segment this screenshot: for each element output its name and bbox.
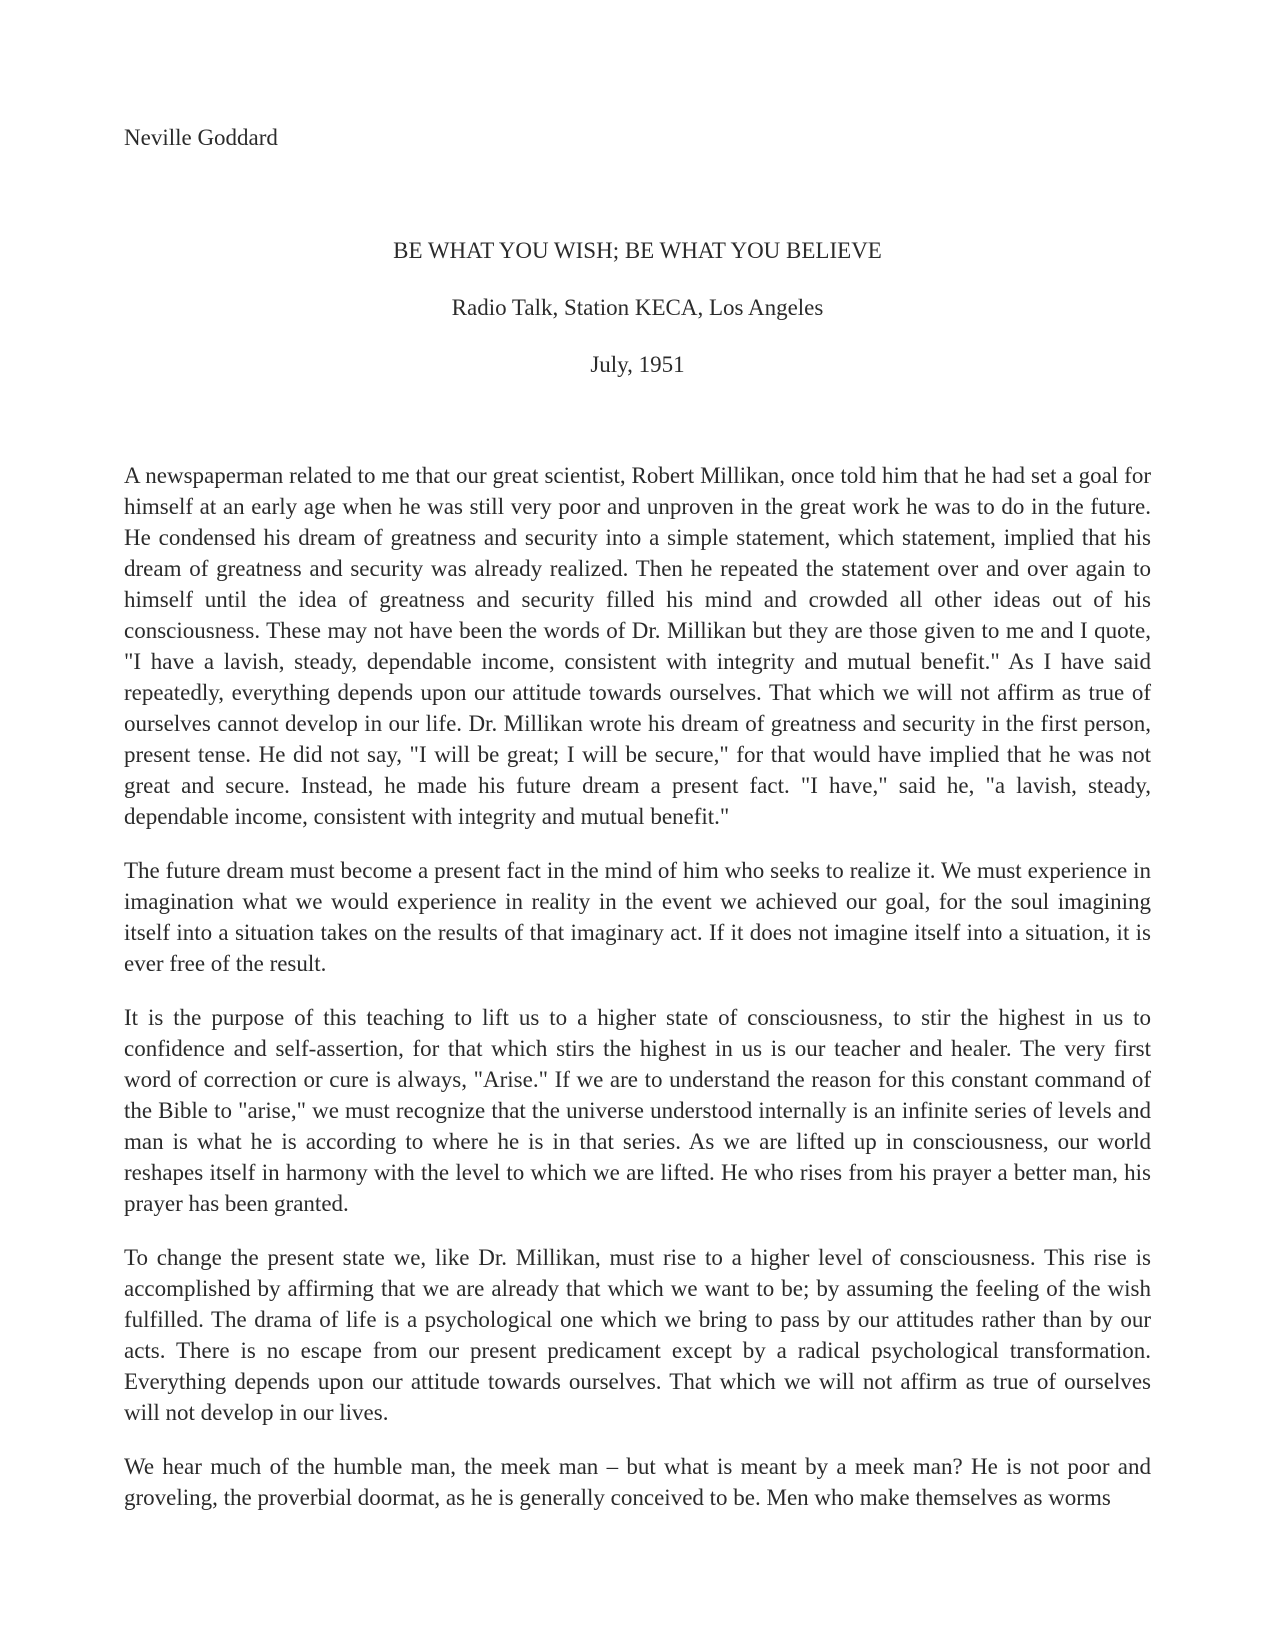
paragraph: We hear much of the humble man, the meek man – but what is meant by a meek man? He is not poor and groveling, the proverbial doormat, as he is generally conceived to be. Men who make themselves as worms: [124, 1454, 1151, 1510]
paragraph: A newspaperman related to me that our great scientist, Robert Millikan, once told him that he had set a goal for himself at an early age when he was still very poor and unproven in the great work he was to do in the future. He condensed his dream of greatness and security into a simple statement, which statement, implied that his dream of greatness and security was already realized. Then he repeated the statement over and over again to himself until the idea of greatness and security filled his mind and crowded all other ideas out of his consciousness. These may not have been the words of Dr. Millikan but they are those given to me and I quote, "I have a lavish, steady, dependable income, consistent with integrity and mutual benefit." As I have said repeatedly, everything depends upon our attitude towards ourselves. That which we will not affirm as true of ourselves cannot develop in our life. Dr. Millikan wrote his dream of greatness and security in the first person, present tense. He did not say, "I will be great; I will be secure," for that would have implied that he was not great and secure. Instead, he made his future dream a present fact. "I have," said he, "a lavish, steady, dependable income, consistent with integrity and mutual benefit.": [124, 463, 1151, 829]
document-date: July, 1951: [590, 352, 685, 377]
document-title: BE WHAT YOU WISH; BE WHAT YOU BELIEVE: [393, 238, 882, 263]
paragraph: To change the present state we, like Dr. Millikan, must rise to a higher level of consciousness. This rise is accomplished by affirming that we are already that which we want to be; by assuming the feeling of the wish fulfilled. The drama of life is a psychological one which we bring to pass by our attitudes rather than by our acts. There is no escape from our present predicament except by a radical psychological transformation. Everything depends upon our attitude towards ourselves. That which we will not affirm as true of ourselves will not develop in our lives.: [124, 1245, 1151, 1425]
paragraph: It is the purpose of this teaching to lift us to a higher state of consciousness, to stir the highest in us to confidence and self-assertion, for that which stirs the highest in us is our teacher and healer. The very first word of correction or cure is always, "Arise." If we are to understand the reason for this constant command of the Bible to "arise," we must recognize that the universe understood internally is an infinite series of levels and man is what he is according to where he is in that series. As we are lifted up in consciousness, our world reshapes itself in harmony with the level to which we are lifted. He who rises from his prayer a better man, his prayer has been granted.: [124, 1005, 1151, 1216]
body-text: [124, 460, 1151, 1536]
author-name: Neville Goddard: [124, 125, 278, 150]
document-subtitle: Radio Talk, Station KECA, Los Angeles: [451, 295, 824, 320]
paragraph: The future dream must become a present fact in the mind of him who seeks to realize it. We must experience in imagination what we would experience in reality in the event we achieved our goal, for the soul imagining itself into a situation takes on the results of that imaginary act. If it does not imagine itself into a situation, it is ever free of the result.: [124, 858, 1151, 976]
